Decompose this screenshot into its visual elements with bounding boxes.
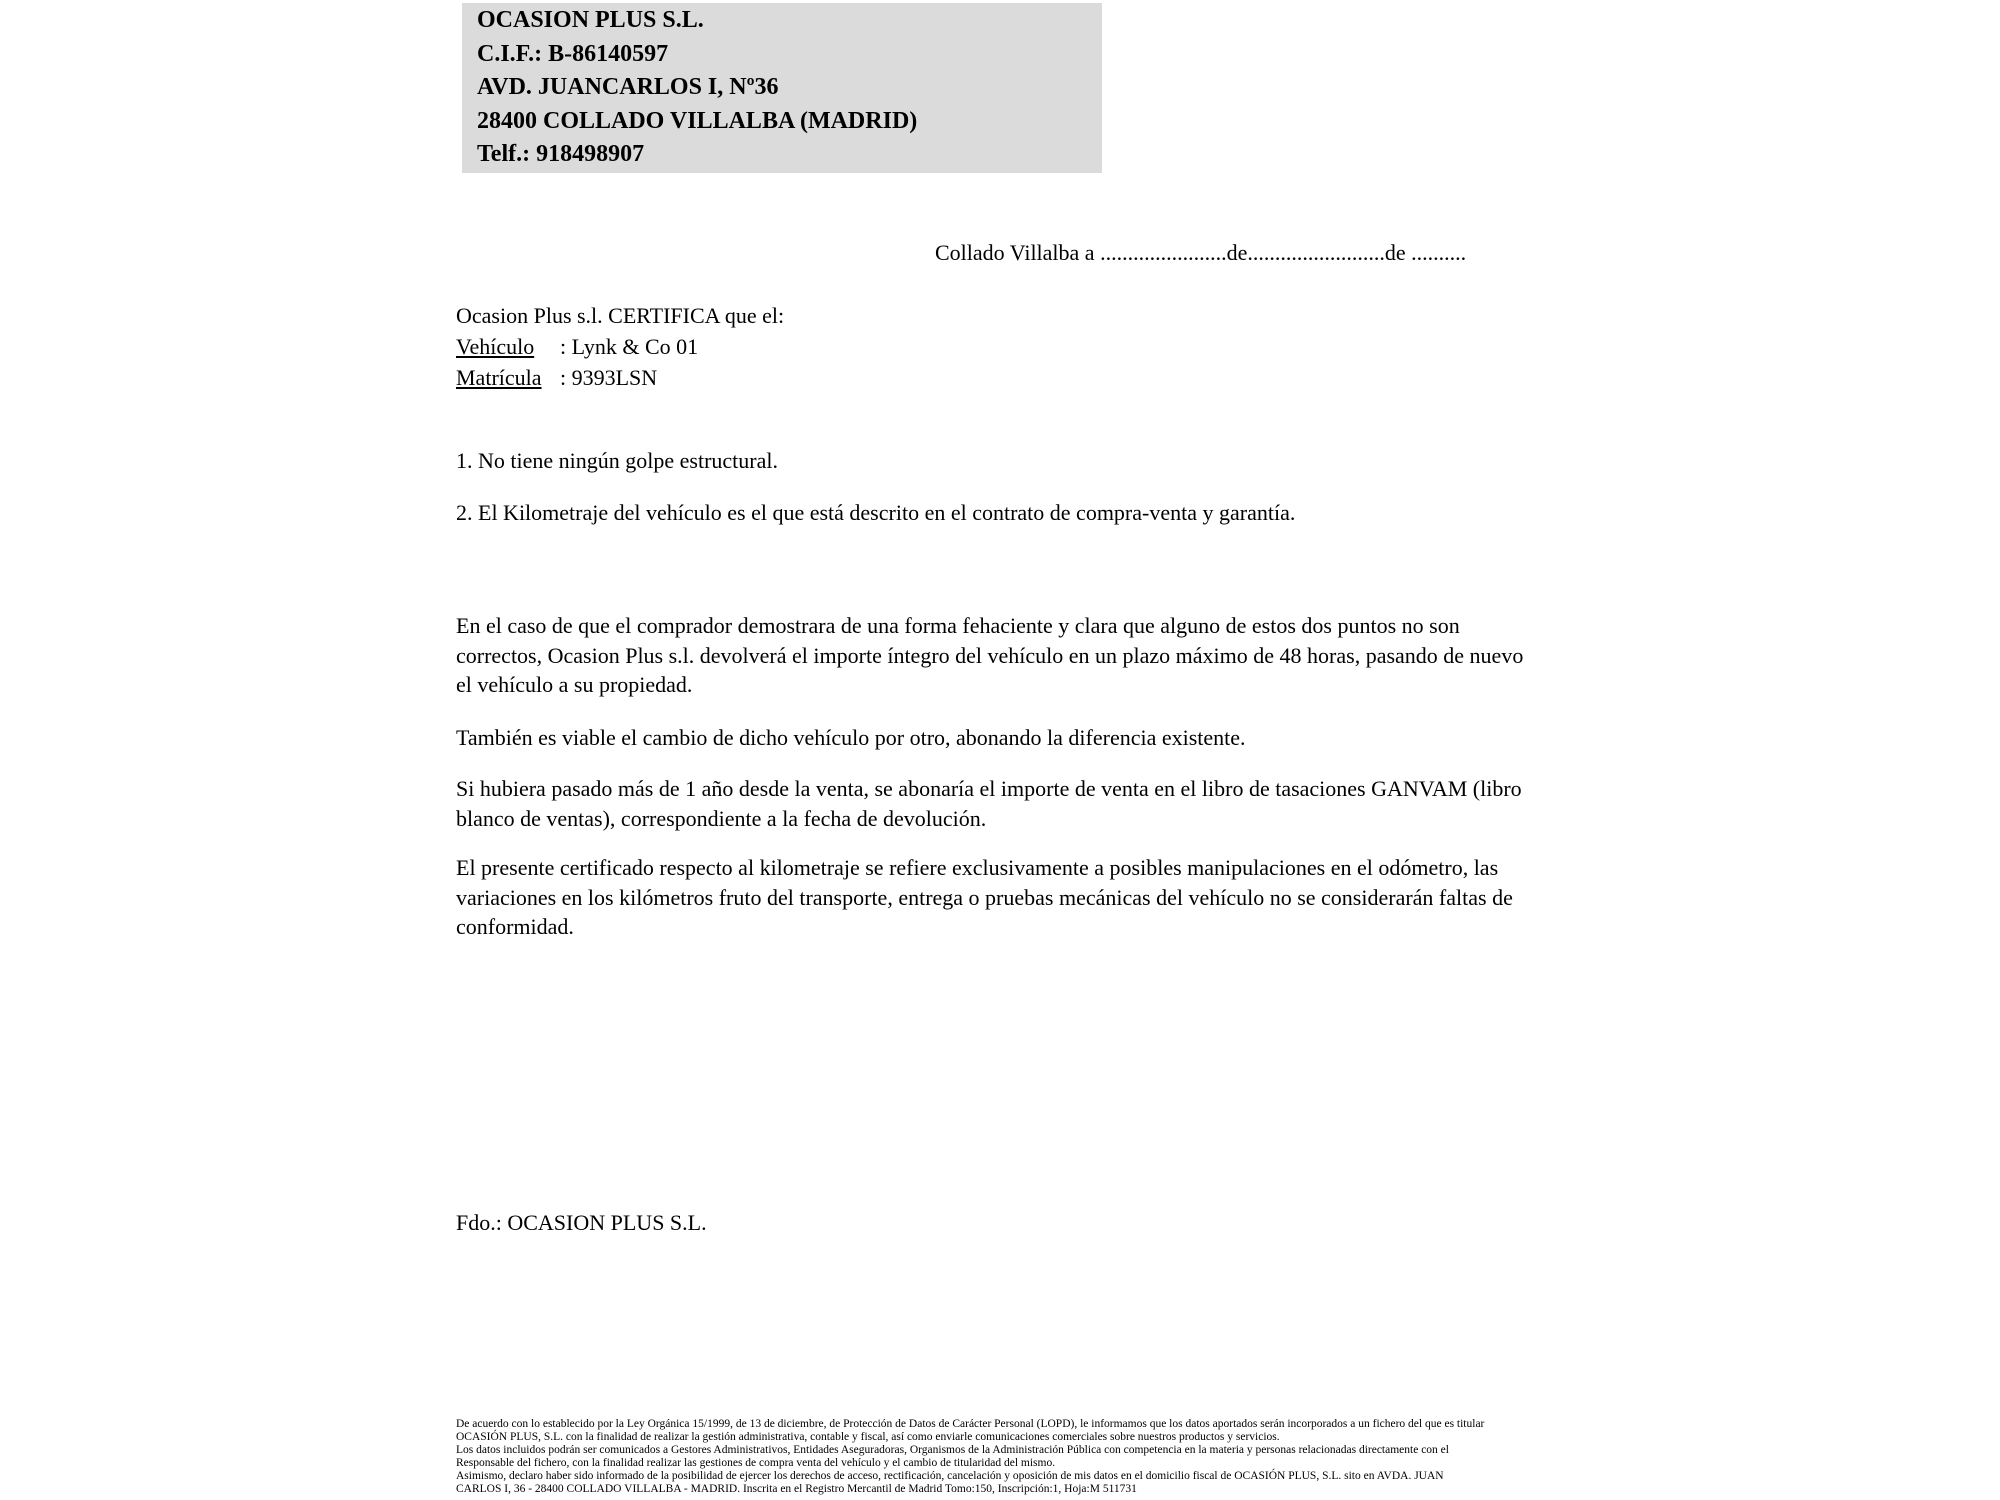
plate-row xyxy=(456,362,784,393)
paragraph-ganvam: Si hubiera pasado más de 1 año desde la venta, se abonaría el importe de venta en el libro de tasaciones GANVAM (libro blanco de ventas), correspondiente a la fecha de devolución. xyxy=(456,776,1522,831)
vehicle-value: : Lynk & Co 01 xyxy=(560,334,699,359)
plate-value: : 9393LSN xyxy=(560,365,658,390)
certification-intro: Ocasion Plus s.l. CERTIFICA que el: xyxy=(456,303,785,328)
footer-line-6: CARLOS I, 36 - 28400 COLLADO VILLALBA - MADRID. Inscrita en el Registro Mercantil de Madrid Tomo:150, Inscripción:1, Hoja:M 511731 xyxy=(456,1483,1137,1495)
company-name: OCASION PLUS S.L. xyxy=(477,7,704,33)
paragraph-exchange: También es viable el cambio de dicho vehículo por otro, abonando la diferencia existente. xyxy=(456,725,1246,750)
certification-block xyxy=(456,300,784,393)
company-city: 28400 COLLADO VILLALBA (MADRID) xyxy=(477,107,918,134)
plate-label: Matrícula xyxy=(456,365,542,390)
company-cif: C.I.F.: B-86140597 xyxy=(477,40,669,67)
date-line: Collado Villalba a .......................de.........................de .......... xyxy=(935,240,1467,265)
footer-line-2: OCASIÓN PLUS, S.L. con la finalidad de realizar la gestión administrativa, contable y fiscal, así como enviarle comunicaciones comerciales sobre nuestros productos y servicios. xyxy=(456,1431,1280,1443)
footer-line-4: Responsable del fichero, con la finalidad realizar las gestiones de compra venta del vehículo y el cambio de titularidad del mismo. xyxy=(456,1457,1056,1469)
company-address: AVD. JUANCARLOS I, Nº36 xyxy=(477,74,779,100)
footer-line-3: Los datos incluidos podrán ser comunicados a Gestores Administrativos, Entidades Aseguradoras, Organismos de la Administración Pública con competencia en la materia y personas relacionadas directamente con el xyxy=(456,1444,1449,1456)
vehicle-row xyxy=(456,331,784,362)
footer-line-5: Asimismo, declaro haber sido informado de la posibilidad de ejercer los derechos de acceso, rectificación, cancelación y oposición de mis datos en el domicilio fiscal de OCASIÓN PLUS, S.L. sito en AVDA. JUAN xyxy=(456,1470,1444,1482)
signature-line: Fdo.: OCASION PLUS S.L. xyxy=(456,1210,707,1235)
legal-footer xyxy=(456,1418,1656,1496)
point-2-mileage: 2. El Kilometraje del vehículo es el que está descrito en el contrato de compra-venta y garantía. xyxy=(456,500,1296,525)
vehicle-label: Vehículo xyxy=(456,334,535,359)
point-1-structural: 1. No tiene ningún golpe estructural. xyxy=(456,448,778,473)
paragraph-odometer: El presente certificado respecto al kilometraje se refiere exclusivamente a posibles manipulaciones en el odómetro, las variaciones en los kilómetros fruto del transporte, entrega o pruebas mecánicas del vehículo no se considerarán faltas de conformidad. xyxy=(456,855,1513,939)
paragraph-refund: En el caso de que el comprador demostrara de una forma fehaciente y clara que alguno de estos dos puntos no son correctos, Ocasion Plus s.l. devolverá el importe íntegro del vehículo en un plazo máximo de 48 horas, pasando de nuevo el vehículo a su propiedad. xyxy=(456,613,1524,697)
company-phone: Telf.: 918498907 xyxy=(477,141,645,167)
company-header-box xyxy=(462,3,1102,173)
footer-line-1: De acuerdo con lo establecido por la Ley Orgánica 15/1999, de 13 de diciembre, de Protección de Datos de Carácter Personal (LOPD), le informamos que los datos aportados serán incorporados a un fichero del que es titular xyxy=(456,1418,1485,1430)
vehicle-label-wrap xyxy=(456,331,560,362)
plate-label-wrap xyxy=(456,362,560,393)
